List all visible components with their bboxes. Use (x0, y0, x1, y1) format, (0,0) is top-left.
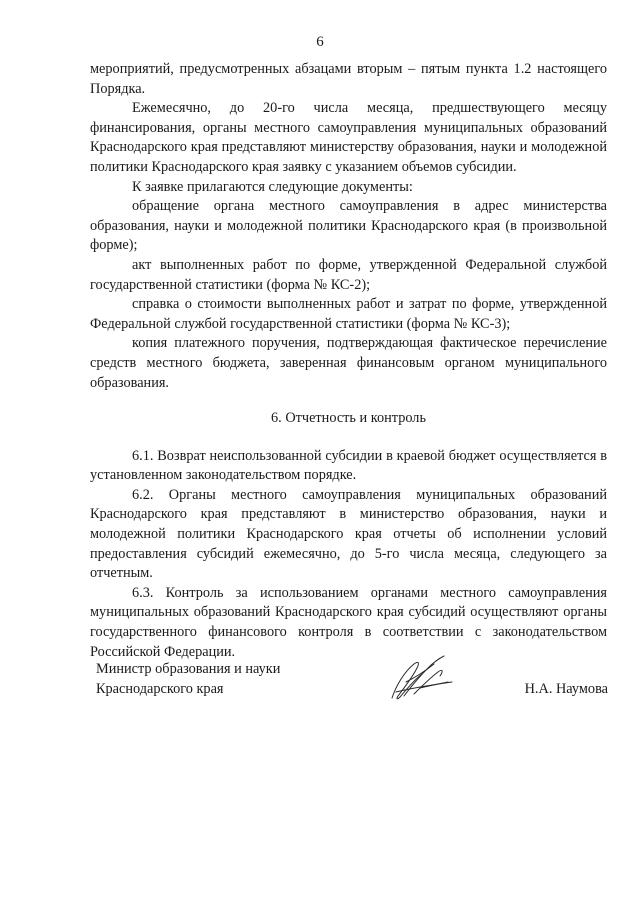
signatory-position-line1: Министр образования и науки (96, 661, 281, 677)
list-item-ks3-certificate: справка о стоимости выполненных работ и затрат по форме, утвержденной Федеральной службой государственной статистики (форма № КС-3); (90, 296, 607, 332)
signatory-position (96, 660, 280, 699)
paragraph-6-2: 6.2. Органы местного самоуправления муниципальных образований Краснодарского края представляют в министерство образования, науки и молодежной политики Краснодарского края отчеты об исполнении условий предоставления субсидий ежемесячно, до 5-го числа месяца, следующего за отчетным. (90, 486, 607, 582)
list-item-ks2-act: акт выполненных работ по форме, утвержденной Федеральной службой государственной статистики (форма № КС-2); (90, 256, 607, 293)
list-item-payment-order: копия платежного поручения, подтверждающая фактическое перечисление средств местного бюджета, заверенная финансовым органом муниципального образования. (90, 335, 607, 391)
paragraph-continuation: мероприятий, предусмотренных абзацами вторым – пятым пункта 1.2 настоящего Порядка. (90, 61, 607, 97)
paragraph-6-3: 6.3. Контроль за использованием органами местного самоуправления муниципальных образований Краснодарского края субсидий осуществляют органы государственного финансового контроля в соответствии с законодательством Российской Федерации. (90, 584, 607, 660)
paragraph-application-deadline: Ежемесячно, до 20-го числа месяца, предшествующего месяцу финансирования, органы местного самоуправления муниципальных образований Краснодарского края представляют министерству образования, науки и молодежной политики Краснодарского края заявку с указанием объемов субсидии. (90, 100, 607, 175)
list-item-appeal: обращение органа местного самоуправления в адрес министерства образования, науки и молодежной политики Краснодарского края (в произвольной форме); (90, 198, 607, 254)
paragraph-6-1: 6.1. Возврат неиспользованной субсидии в краевой бюджет осуществляется в установленном законодательством порядке. (90, 447, 607, 484)
signature-block (96, 660, 608, 720)
handwritten-signature-icon (384, 652, 458, 704)
section-heading: 6. Отчетность и контроль (271, 410, 426, 427)
signatory-name: Н.А. Наумова (524, 680, 608, 697)
page-number: 6 (316, 34, 324, 50)
document-body (90, 60, 607, 662)
paragraph-attached-documents: К заявке прилагаются следующие документы: (132, 178, 413, 195)
signatory-position-line2: Краснодарского края (96, 680, 224, 697)
